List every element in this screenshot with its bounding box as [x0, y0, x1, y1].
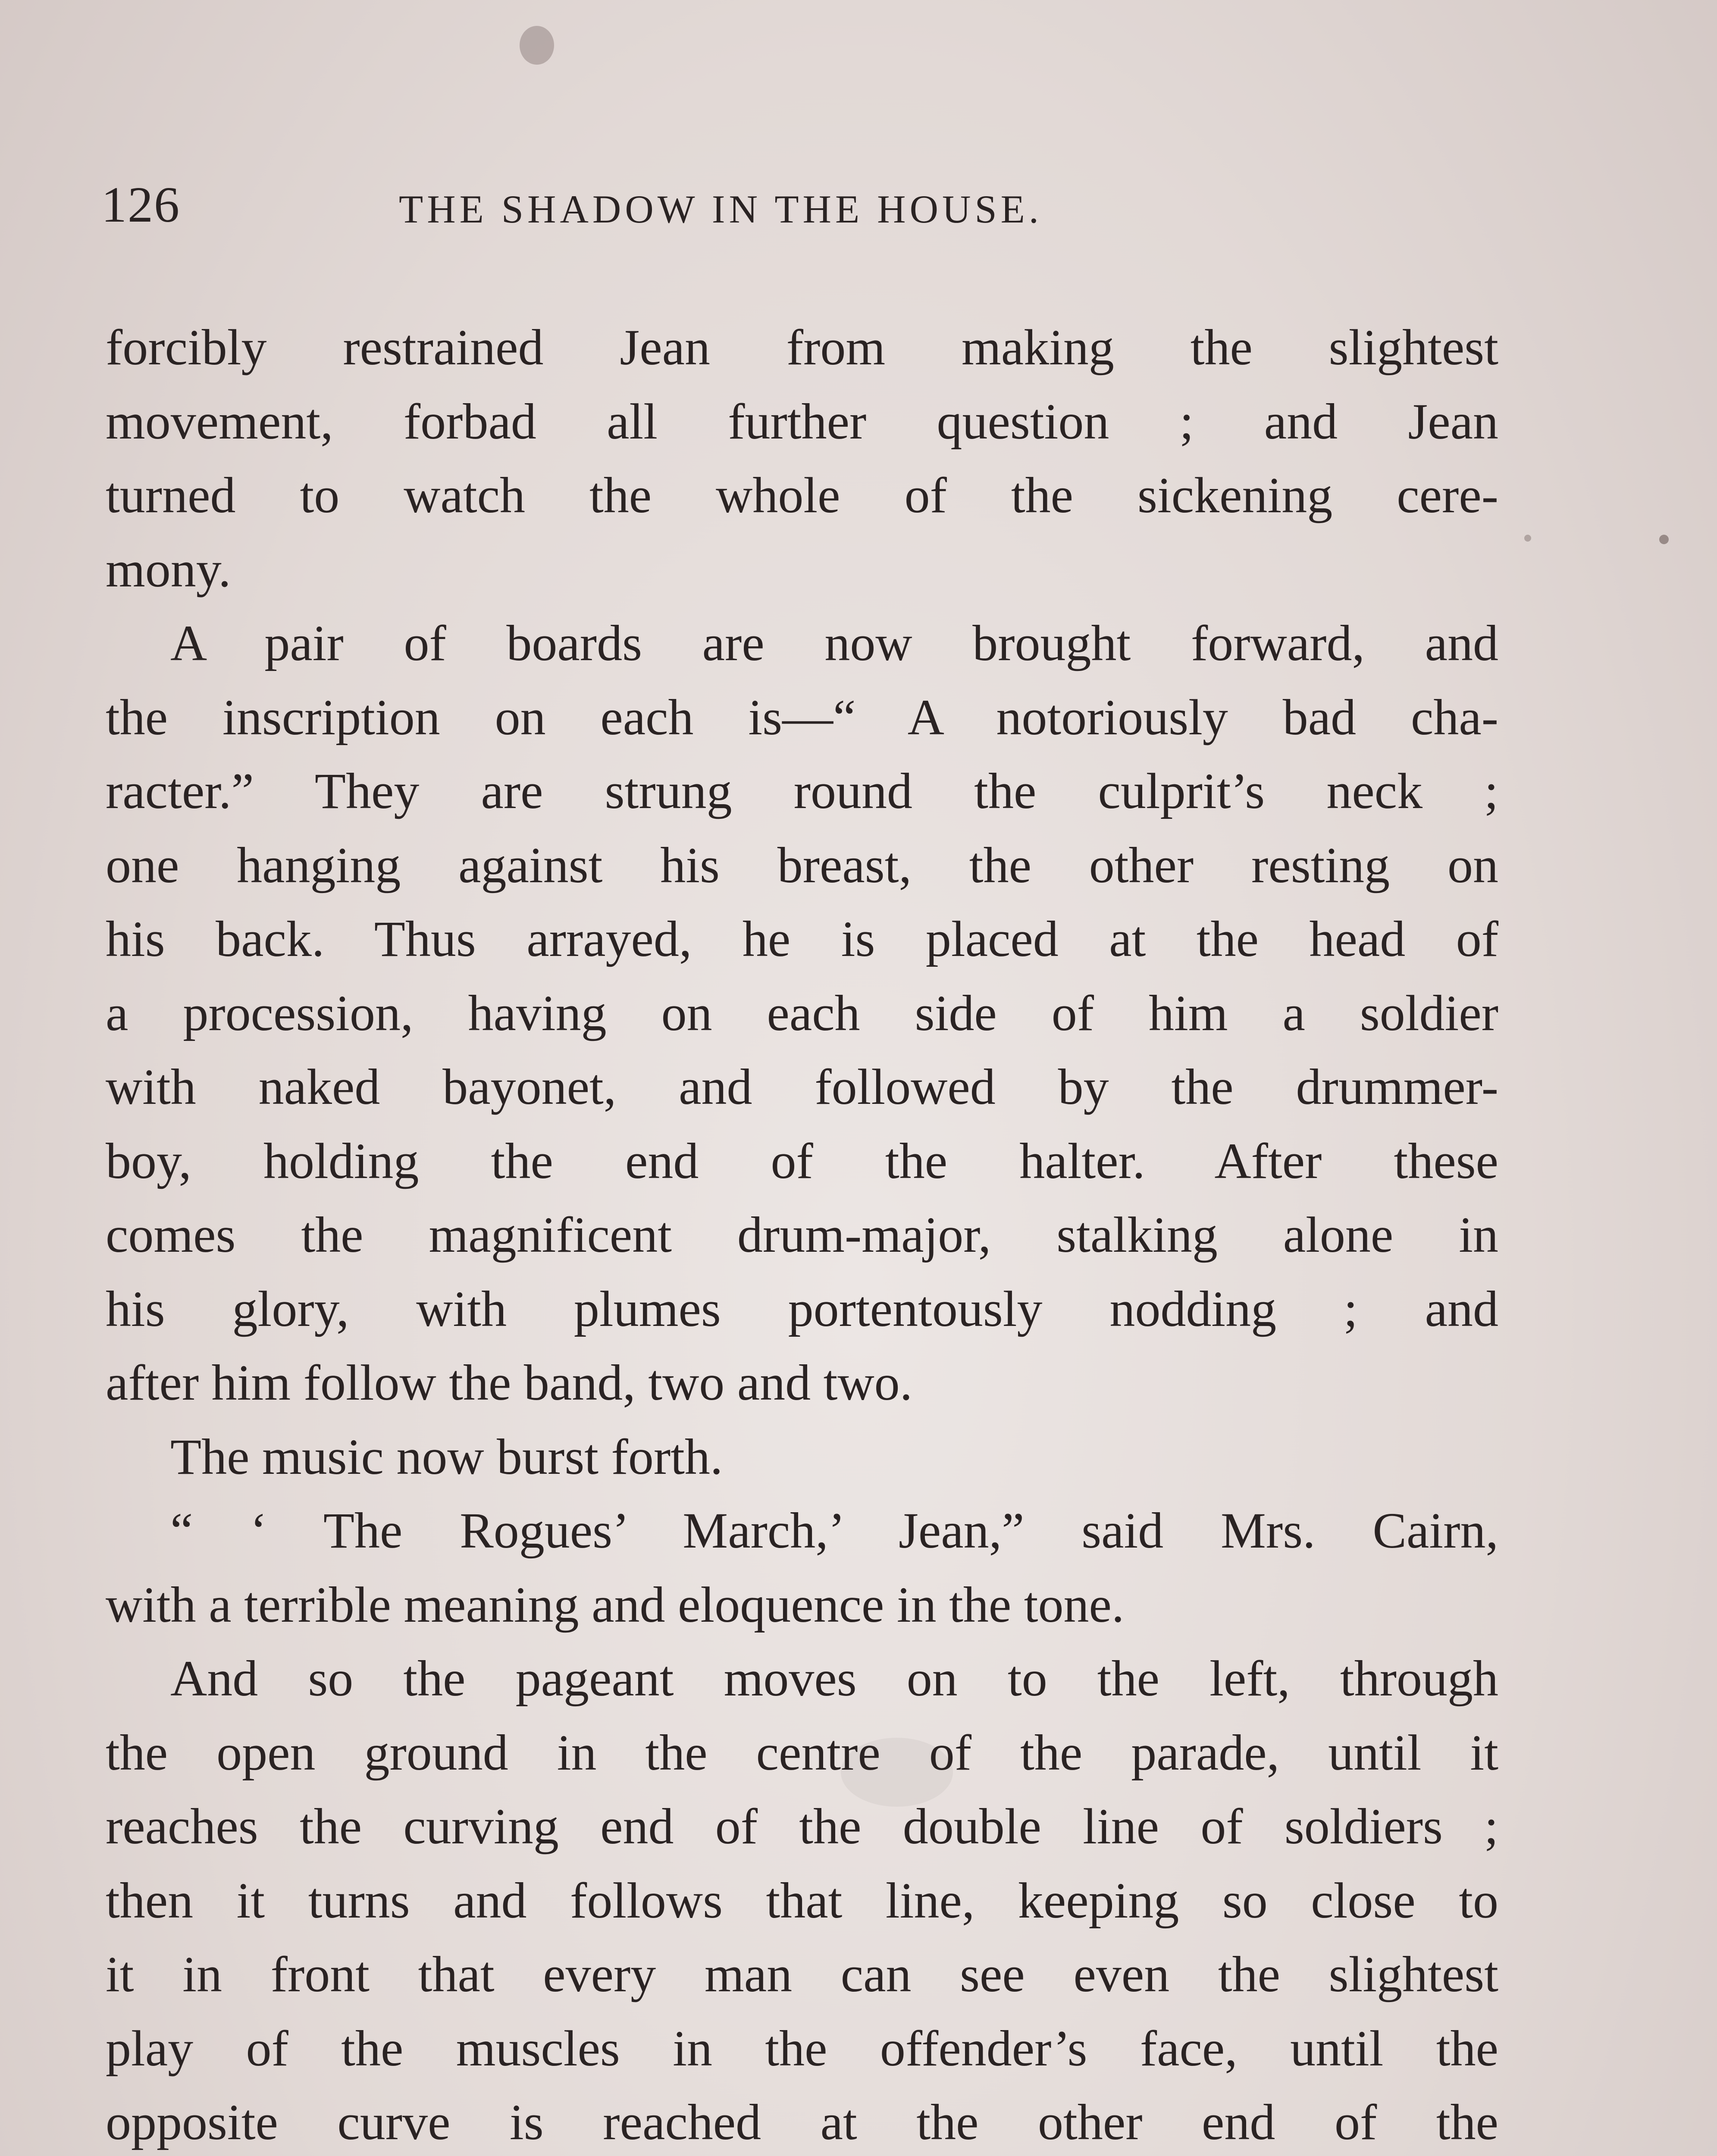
text-line: And so the pageant moves on to the left, through [170, 1650, 1498, 1707]
text-line: “ ‘ The Rogues’ March,’ Jean,” said Mrs. Cairn, [170, 1502, 1498, 1559]
text-line: A pair of boards are now brought forward, and [170, 615, 1498, 671]
text-line: forcibly restrained Jean from making the slightest [106, 319, 1498, 376]
text-line: the open ground in the centre of the parade, until it [106, 1724, 1498, 1781]
text-line: The music now burst forth. [170, 1428, 723, 1485]
paragraph-4 [106, 1494, 1498, 1642]
paragraph-1 [106, 310, 1498, 606]
text-line: reaches the curving end of the double line of soldiers ; [106, 1798, 1498, 1855]
text-line: then it turns and follows that line, keeping so close to [106, 1872, 1498, 1929]
text-line: with naked bayonet, and followed by the drummer- [106, 1059, 1498, 1115]
text-line: the inscription on each is—“ A notoriously bad cha- [106, 689, 1498, 746]
text-line: a procession, having on each side of him a soldier [106, 984, 1498, 1041]
body-text [106, 310, 1498, 2156]
ink-speck [1524, 535, 1531, 542]
paragraph-5 [106, 1642, 1498, 2156]
text-line: turned to watch the whole of the sickening cere- [106, 467, 1498, 523]
paragraph-3 [106, 1420, 1498, 1494]
running-head: THE SHADOW IN THE HOUSE. [399, 187, 1043, 231]
text-line: play of the muscles in the offender’s face, until the [106, 2020, 1498, 2077]
page-header [101, 170, 1520, 239]
text-line: his back. Thus arrayed, he is placed at the head of [106, 911, 1498, 967]
text-line: racter.” They are strung round the culprit’s neck ; [106, 763, 1498, 819]
text-line: movement, forbad all further question ; and Jean [106, 393, 1498, 450]
text-line: boy, holding the end of the halter. After these [106, 1132, 1498, 1189]
paragraph-2 [106, 606, 1498, 1420]
text-line: with a terrible meaning and eloquence in the tone. [106, 1576, 1125, 1633]
text-line: comes the magnificent drum-major, stalking alone in [106, 1206, 1498, 1263]
page-number: 126 [101, 176, 180, 233]
text-line: it in front that every man can see even the slightest [106, 1946, 1498, 2002]
text-line: after him follow the band, two and two. [106, 1354, 913, 1411]
ink-blot [520, 26, 554, 65]
text-line: opposite curve is reached at the other end of the [106, 2094, 1498, 2150]
text-line: one hanging against his breast, the other resting on [106, 837, 1498, 893]
text-line: mony. [106, 541, 231, 598]
text-line: his glory, with plumes portentously nodding ; and [106, 1280, 1498, 1337]
ink-speck [1659, 535, 1669, 544]
